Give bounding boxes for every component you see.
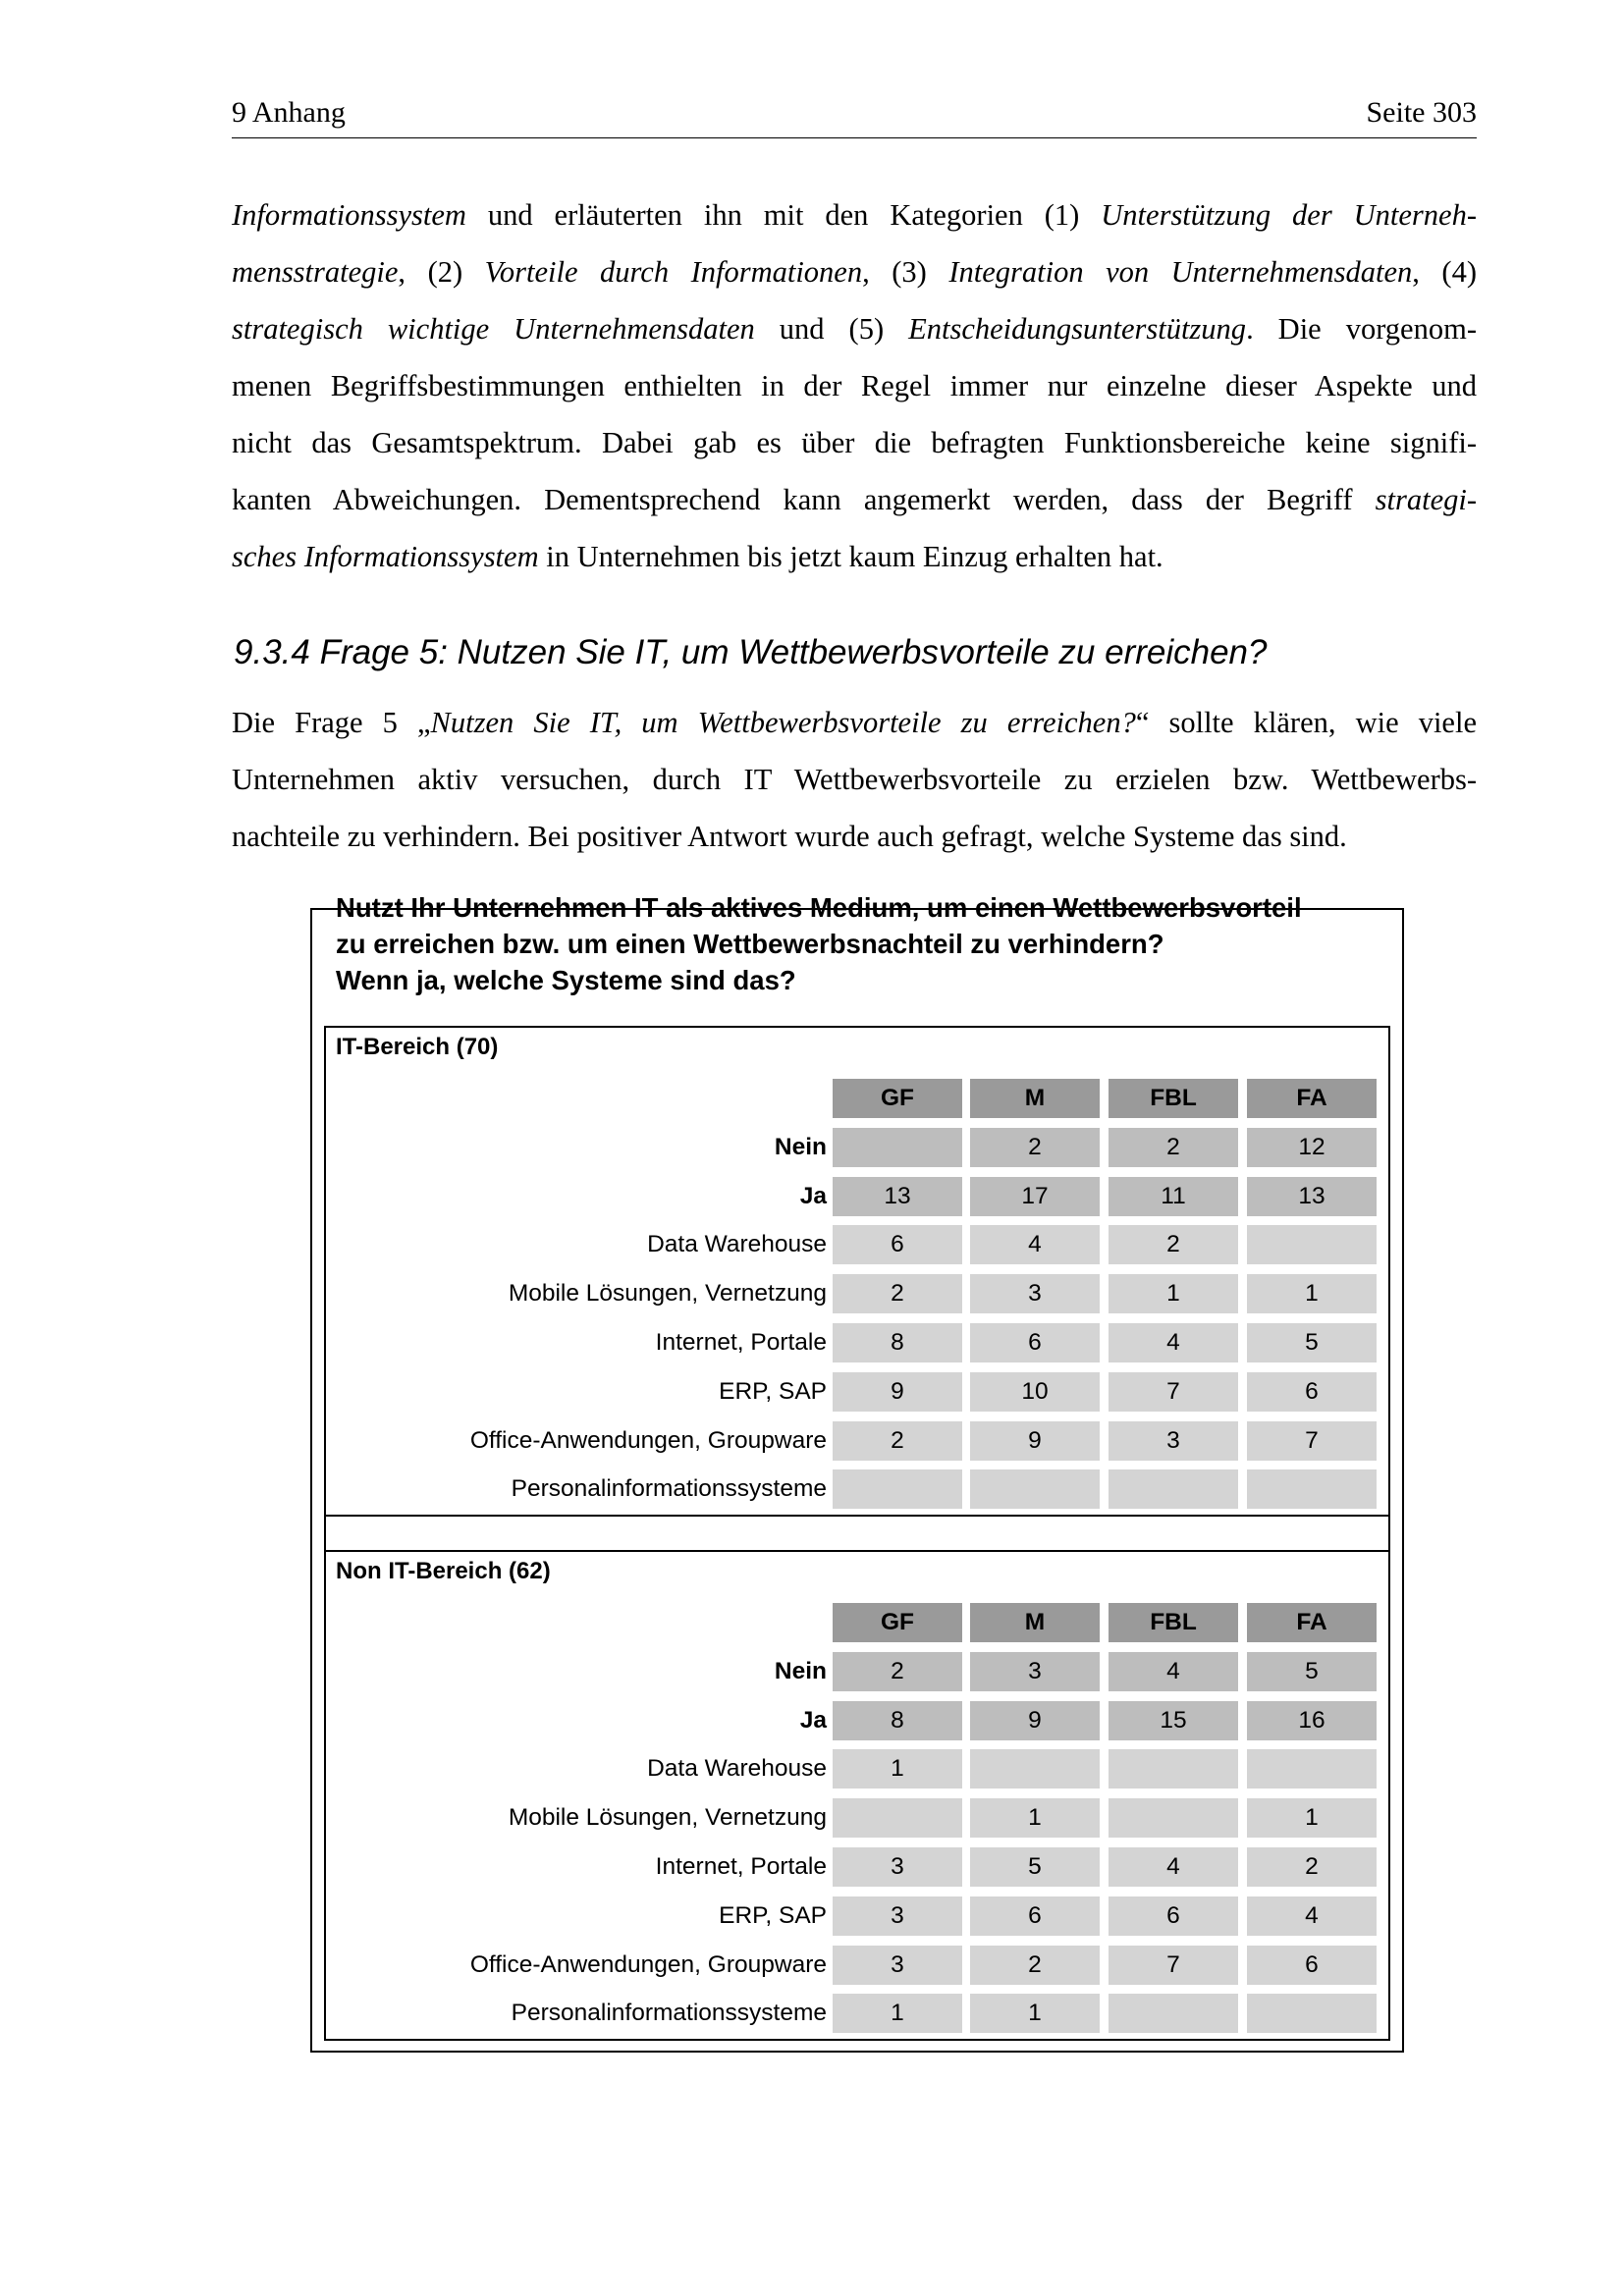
panel-label: Non IT-Bereich (62) <box>336 1558 551 1584</box>
column-header-fa: FA <box>1247 1603 1377 1642</box>
table-cell <box>1247 1469 1377 1509</box>
figure-title-line: zu erreichen bzw. um einen Wettbewerbsnachteil zu verhindern? <box>336 929 1164 959</box>
table-cell <box>1247 1225 1377 1264</box>
table-cell: 2 <box>1247 1847 1377 1887</box>
table-cell: 13 <box>1247 1177 1377 1216</box>
table-row <box>326 1701 1388 1741</box>
table-cell: 9 <box>970 1421 1100 1461</box>
table-cell: 12 <box>1247 1128 1377 1167</box>
table-cell: 13 <box>833 1177 962 1216</box>
panel-label: IT-Bereich (70) <box>336 1034 499 1060</box>
text-run: Die Frage 5 „ <box>232 706 431 739</box>
table-cell <box>833 1128 962 1167</box>
table-cell: 9 <box>970 1701 1100 1740</box>
row-label: Ja <box>799 1182 827 1209</box>
table-row <box>326 1469 1388 1510</box>
table-cell: 1 <box>1247 1274 1377 1313</box>
panel-it-bereich <box>324 1026 1390 1517</box>
text-line <box>232 300 1477 357</box>
table-cell: 2 <box>970 1946 1100 1985</box>
text-line <box>232 808 1477 865</box>
table-cell: 7 <box>1109 1372 1238 1412</box>
row-label: Data Warehouse <box>647 1231 827 1258</box>
table-row <box>326 1177 1388 1217</box>
column-header-row <box>326 1603 1388 1643</box>
table-cell: 6 <box>1247 1372 1377 1412</box>
table-cell: 6 <box>970 1323 1100 1362</box>
table-cell: 4 <box>1247 1896 1377 1936</box>
table-row <box>326 1372 1388 1413</box>
text-run: und erläuterten ihn mit den Kategorien (1) <box>465 198 1102 232</box>
row-label: Ja <box>799 1706 827 1734</box>
table-cell: 8 <box>833 1323 962 1362</box>
table-cell: 3 <box>970 1652 1100 1691</box>
survey-figure <box>310 892 1404 2053</box>
italic-term: Entscheidungsunterstützung <box>908 312 1247 346</box>
text-line <box>232 243 1477 300</box>
question-paragraph <box>232 694 1477 865</box>
figure-title <box>336 892 1377 1026</box>
table-cell: 6 <box>833 1225 962 1264</box>
table-cell: 2 <box>833 1274 962 1313</box>
table-cell: 5 <box>1247 1652 1377 1691</box>
table-row <box>326 1749 1388 1789</box>
table-cell: 3 <box>1109 1421 1238 1461</box>
row-label: Mobile Lösungen, Vernetzung <box>508 1280 827 1308</box>
row-label: Internet, Portale <box>655 1329 827 1356</box>
section-heading: 9.3.4 Frage 5: Nutzen Sie IT, um Wettbewerbsvorteile zu erreichen? <box>234 633 1268 671</box>
table-cell: 3 <box>833 1946 962 1985</box>
table-cell: 4 <box>1109 1847 1238 1887</box>
panel-separator <box>324 1515 1390 1552</box>
row-label: Personalinformationssysteme <box>511 1475 827 1503</box>
table-row <box>326 1225 1388 1265</box>
table-cell: 3 <box>833 1847 962 1887</box>
text-run: nachteile zu verhindern. Bei positiver Antwort wurde auch gefragt, welche Systeme das sind. <box>232 820 1347 853</box>
table-cell <box>833 1469 962 1509</box>
text-run: menen Begriffsbestimmungen enthielten in der Regel immer nur einzelne dieser Aspekte und <box>232 369 1477 402</box>
table-cell: 1 <box>833 1994 962 2033</box>
column-header-m: M <box>970 1079 1100 1118</box>
table-row <box>326 1847 1388 1888</box>
table-row <box>326 1798 1388 1839</box>
column-header-m: M <box>970 1603 1100 1642</box>
italic-term: Unterstützung der Unterneh- <box>1101 198 1478 232</box>
table-cell: 2 <box>1109 1225 1238 1264</box>
page-header <box>232 96 1477 138</box>
table-cell: 2 <box>970 1128 1100 1167</box>
table-cell <box>970 1749 1100 1789</box>
table-cell: 7 <box>1109 1946 1238 1985</box>
row-label: Data Warehouse <box>647 1755 827 1783</box>
table-cell <box>1109 1798 1238 1838</box>
table-cell <box>833 1798 962 1838</box>
italic-term: mensstrategie <box>232 255 399 289</box>
table-cell: 4 <box>1109 1652 1238 1691</box>
intro-paragraph <box>232 187 1477 585</box>
text-line <box>232 471 1477 528</box>
text-line <box>232 694 1477 751</box>
table-cell <box>1247 1994 1377 2033</box>
row-label: ERP, SAP <box>719 1377 827 1405</box>
italic-term: Vorteile durch Informationen <box>484 255 863 289</box>
table-row <box>326 1946 1388 1986</box>
italic-term: Informationssystem <box>232 198 466 232</box>
table-cell: 6 <box>1247 1946 1377 1985</box>
table-cell: 6 <box>970 1896 1100 1936</box>
text-run: , (2) <box>398 255 485 289</box>
table-cell: 2 <box>833 1421 962 1461</box>
text-run: nicht das Gesamtspektrum. Dabei gab es über die befragten Funktionsbereiche keine signifi- <box>232 426 1477 459</box>
table-cell: 9 <box>833 1372 962 1412</box>
text-run: . Die vorgenom- <box>1246 312 1477 346</box>
text-run: , (3) <box>862 255 949 289</box>
table-row <box>326 1652 1388 1692</box>
table-cell: 6 <box>1109 1896 1238 1936</box>
italic-term: sches Informationssystem <box>232 540 539 573</box>
table-cell: 10 <box>970 1372 1100 1412</box>
table-cell: 3 <box>833 1896 962 1936</box>
row-label: Internet, Portale <box>655 1853 827 1880</box>
table-cell: 1 <box>970 1798 1100 1838</box>
text-line <box>232 414 1477 471</box>
row-label: ERP, SAP <box>719 1901 827 1929</box>
table-cell <box>1109 1469 1238 1509</box>
italic-term: Integration von Unternehmensdaten <box>948 255 1413 289</box>
column-header-gf: GF <box>833 1079 962 1118</box>
table-cell: 8 <box>833 1701 962 1740</box>
text-line <box>232 751 1477 808</box>
panel-non-it-bereich <box>324 1550 1390 2041</box>
row-label: Mobile Lösungen, Vernetzung <box>508 1804 827 1832</box>
table-cell <box>1247 1749 1377 1789</box>
column-header-fa: FA <box>1247 1079 1377 1118</box>
row-label: Nein <box>774 1657 827 1684</box>
table-cell: 11 <box>1109 1177 1238 1216</box>
table-cell: 15 <box>1109 1701 1238 1740</box>
table-cell: 4 <box>970 1225 1100 1264</box>
row-label: Office-Anwendungen, Groupware <box>469 1426 827 1454</box>
text-run: kanten Abweichungen. Dementsprechend kann angemerkt werden, dass der Begriff <box>232 483 1376 516</box>
row-label: Personalinformationssysteme <box>511 2000 827 2027</box>
chapter-label: 9 Anhang <box>232 96 346 129</box>
column-header-fbl: FBL <box>1109 1079 1238 1118</box>
italic-term: Nutzen Sie IT, um Wettbewerbsvorteile zu erreichen? <box>430 706 1136 739</box>
table-cell: 1 <box>970 1994 1100 2033</box>
text-run: und (5) <box>754 312 909 346</box>
table-cell: 1 <box>833 1749 962 1789</box>
table-cell: 1 <box>1247 1798 1377 1838</box>
table-cell: 1 <box>1109 1274 1238 1313</box>
table-cell: 3 <box>970 1274 1100 1313</box>
table-cell: 2 <box>833 1652 962 1691</box>
column-header-row <box>326 1079 1388 1119</box>
text-run: “ sollte klären, wie viele <box>1135 706 1477 739</box>
table-cell: 2 <box>1109 1128 1238 1167</box>
table-cell: 7 <box>1247 1421 1377 1461</box>
text-run: Unternehmen aktiv versuchen, durch IT Wettbewerbsvorteile zu erzielen bzw. Wettbewerbs- <box>232 763 1477 796</box>
column-header-fbl: FBL <box>1109 1603 1238 1642</box>
text-run: in Unternehmen bis jetzt kaum Einzug erhalten hat. <box>538 540 1163 573</box>
text-line <box>232 187 1477 243</box>
text-line <box>232 357 1477 414</box>
table-row <box>326 1896 1388 1937</box>
table-row <box>326 1323 1388 1363</box>
text-run: , (4) <box>1412 255 1477 289</box>
italic-term: strategisch wichtige Unternehmensdaten <box>232 312 755 346</box>
table-cell: 16 <box>1247 1701 1377 1740</box>
table-cell: 5 <box>970 1847 1100 1887</box>
table-cell <box>1109 1994 1238 2033</box>
row-label: Nein <box>774 1133 827 1160</box>
table-cell <box>1109 1749 1238 1789</box>
table-row <box>326 1421 1388 1462</box>
page-number: Seite 303 <box>1366 96 1477 129</box>
figure-title-line: Nutzt Ihr Unternehmen IT als aktives Medium, um einen Wettbewerbsvorteil <box>336 892 1302 923</box>
table-cell: 4 <box>1109 1323 1238 1362</box>
italic-term: strategi- <box>1375 483 1477 516</box>
table-cell: 5 <box>1247 1323 1377 1362</box>
table-row <box>326 1274 1388 1314</box>
table-cell: 17 <box>970 1177 1100 1216</box>
table-cell <box>970 1469 1100 1509</box>
figure-title-line: Wenn ja, welche Systeme sind das? <box>336 965 796 995</box>
table-row <box>326 1128 1388 1168</box>
table-row <box>326 1994 1388 2034</box>
row-label: Office-Anwendungen, Groupware <box>469 1950 827 1978</box>
column-header-gf: GF <box>833 1603 962 1642</box>
text-line <box>232 528 1477 585</box>
